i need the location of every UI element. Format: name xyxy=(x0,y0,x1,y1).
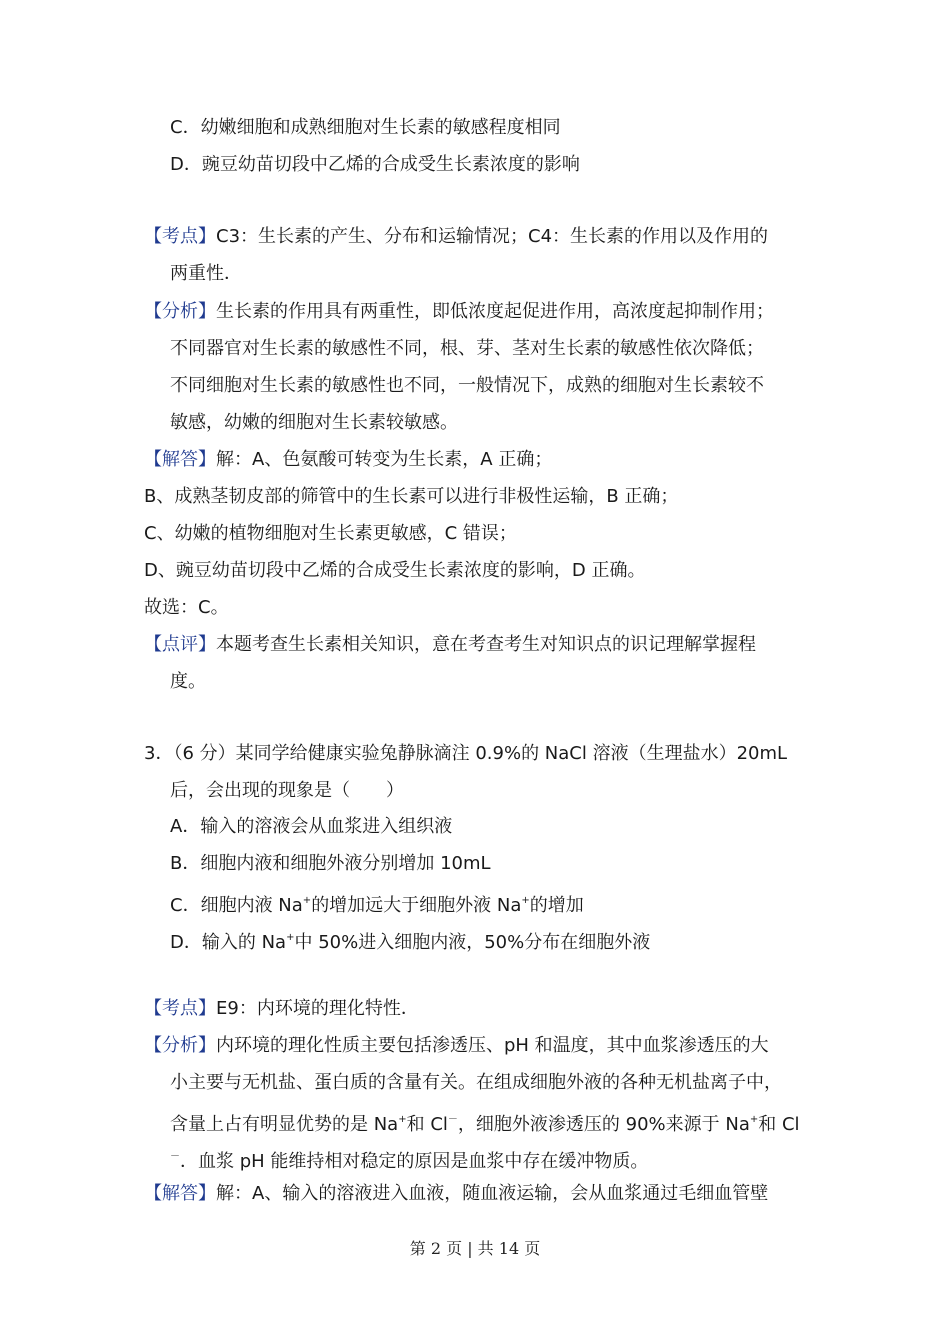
fenxi-3a: 含量上占有明显优势的是 Na xyxy=(170,1114,399,1135)
q3-jieda-text: 解：A、输入的溶液进入血液，随血液运输，会从血浆通过毛细血管壁 xyxy=(216,1183,769,1204)
q2-dianping-2: 度。 xyxy=(170,671,206,692)
q3-jieda-tag: 【解答】 xyxy=(144,1183,216,1204)
q2-fenxi-4: 敏感，幼嫩的细胞对生长素较敏感。 xyxy=(170,412,458,433)
q2-option-d: D．豌豆幼苗切段中乙烯的合成受生长素浓度的影响 xyxy=(170,154,580,175)
q3-kaodian-tag: 【考点】 xyxy=(144,998,216,1019)
q2-dianping xyxy=(144,633,756,657)
q3-fenxi-4 xyxy=(170,1145,648,1174)
q3-kaodian-text: E9：内环境的理化特性． xyxy=(216,998,419,1019)
q3-stem: 3．（6 分）某同学给健康实验兔静脉滴注 0.9%的 NaCl 溶液（生理盐水）20mL xyxy=(144,743,788,764)
q2-kaodian xyxy=(144,225,768,249)
fenxi-3-sup-1: + xyxy=(398,1114,407,1125)
q2-fenxi-2: 不同器官对生长素的敏感性不同，根、芽、茎对生长素的敏感性依次降低； xyxy=(170,338,764,359)
q3-fenxi xyxy=(144,1034,769,1058)
q2-option-c: C．幼嫩细胞和成熟细胞对生长素的敏感程度相同 xyxy=(170,117,561,138)
fenxi-4-text: ．血浆 pH 能维持相对稳定的原因是血浆中存在缓冲物质。 xyxy=(180,1151,649,1172)
fenxi-3-sup-3: + xyxy=(749,1114,759,1125)
option-c-sup-2: + xyxy=(521,895,530,906)
q2-jieda-5: 故选：C。 xyxy=(144,597,229,618)
kaodian-text: C3：生长素的产生、分布和运输情况；C4：生长素的作用以及作用的 xyxy=(216,226,769,247)
fenxi-4-sup: － xyxy=(170,1151,180,1162)
q3-fenxi-text: 内环境的理化性质主要包括渗透压、pH 和温度，其中血浆渗透压的大 xyxy=(216,1035,769,1056)
q3-option-b: B．细胞内液和细胞外液分别增加 10mL xyxy=(170,853,491,874)
option-d-text-2: 中 50%进入细胞内液，50%分布在细胞外液 xyxy=(294,932,651,953)
fenxi-tag: 【分析】 xyxy=(144,301,216,322)
page-footer: 第 2 页 | 共 14 页 xyxy=(409,1239,541,1258)
dianping-text: 本题考查生长素相关知识，意在考查考生对知识点的识记理解掌握程 xyxy=(216,634,756,655)
q3-option-a: A．输入的溶液会从血浆进入组织液 xyxy=(170,816,453,837)
q2-kaodian-cont: 两重性． xyxy=(170,263,242,284)
q3-jieda xyxy=(144,1182,768,1206)
q3-kaodian xyxy=(144,997,419,1021)
q3-fenxi-tag: 【分析】 xyxy=(144,1035,216,1056)
jieda-text: 解：A、色氨酸可转变为生长素，A 正确； xyxy=(216,449,553,470)
q2-fenxi-3: 不同细胞对生长素的敏感性也不同，一般情况下，成熟的细胞对生长素较不 xyxy=(170,375,764,396)
fenxi-3b: 和 Cl xyxy=(406,1114,448,1135)
fenxi-3-sup-2: － xyxy=(447,1114,458,1125)
option-c-text-3: 的增加 xyxy=(529,895,584,916)
q3-option-d xyxy=(170,926,650,955)
q3-fenxi-3 xyxy=(170,1108,800,1137)
q3-option-c xyxy=(170,889,584,918)
option-c-text-1: C．细胞内液 Na xyxy=(170,895,303,916)
q3-stem-2: 后，会出现的现象是（ ） xyxy=(170,780,404,801)
q2-jieda-2: B、成熟茎韧皮部的筛管中的生长素可以进行非极性运输，B 正确； xyxy=(144,486,679,507)
q2-jieda xyxy=(144,448,552,472)
option-d-sup: + xyxy=(286,932,295,943)
q3-fenxi-2: 小主要与无机盐、蛋白质的含量有关。在组成细胞外液的各种无机盐离子中， xyxy=(170,1072,782,1093)
q2-jieda-4: D、豌豆幼苗切段中乙烯的合成受生长素浓度的影响，D 正确。 xyxy=(144,560,646,581)
fenxi-text: 生长素的作用具有两重性，即低浓度起促进作用，高浓度起抑制作用； xyxy=(216,301,774,322)
q2-fenxi xyxy=(144,300,774,324)
option-c-text-2: 的增加远大于细胞外液 Na xyxy=(311,895,522,916)
dianping-tag: 【点评】 xyxy=(144,634,216,655)
jieda-tag: 【解答】 xyxy=(144,449,216,470)
fenxi-3c: ，细胞外液渗透压的 90%来源于 Na xyxy=(457,1114,750,1135)
kaodian-tag: 【考点】 xyxy=(144,226,216,247)
option-d-text-1: D．输入的 Na xyxy=(170,932,287,953)
q2-jieda-3: C、幼嫩的植物细胞对生长素更敏感，C 错误； xyxy=(144,523,517,544)
option-c-sup-1: + xyxy=(302,895,312,906)
fenxi-3d: 和 Cl xyxy=(758,1114,800,1135)
